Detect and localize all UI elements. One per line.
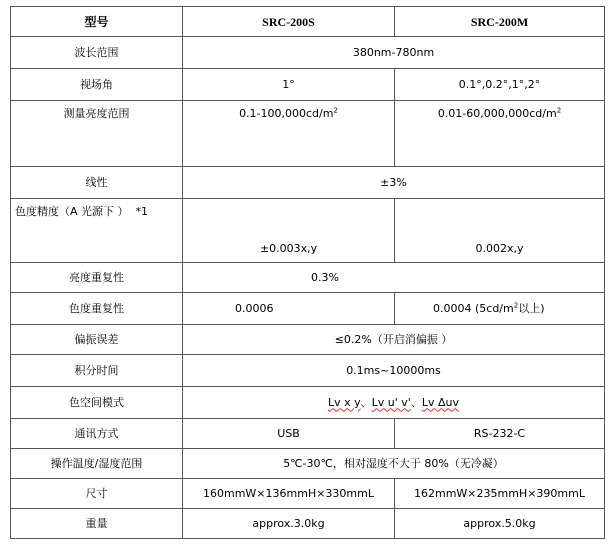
header-model-label: 型号: [11, 7, 183, 37]
table-row: [11, 69, 605, 101]
table-row: [11, 37, 605, 69]
value-fov-a: 1°: [183, 69, 395, 101]
value-integration: 0.1ms~10000ms: [183, 355, 605, 387]
table-row: [11, 325, 605, 355]
separator: 、: [410, 395, 422, 409]
row-label-chroma-accuracy: [11, 199, 183, 263]
table-row: [11, 355, 605, 387]
value-text: 0.01-60,000,000cd/m: [437, 107, 557, 120]
value-luminance-range-a: [183, 101, 395, 167]
value-text: 0.0004 (5cd/m: [433, 301, 514, 315]
color-space-item: Lv Δuv: [421, 395, 459, 409]
row-label-linearity: 线性: [11, 167, 183, 199]
separator: 、: [360, 395, 372, 409]
value-temp-humidity: 5℃-30℃，相对湿度不大于 80%（无冷凝）: [183, 449, 605, 479]
table-row: [11, 101, 605, 167]
row-label-chroma-repeat: 色度重复性: [11, 293, 183, 325]
row-label-color-space: 色空间模式: [11, 387, 183, 419]
row-label-polarization: 偏振误差: [11, 325, 183, 355]
color-space-item: Lv u' v': [371, 395, 411, 409]
value-dimensions-a: 160mmW×136mmH×330mmL: [183, 479, 395, 509]
value-polarization: ≤0.2%（开启消偏振 ）: [183, 325, 605, 355]
value-text: 0.1-100,000cd/m: [239, 107, 334, 120]
color-space-item: Lv x y: [328, 395, 361, 409]
row-label-wavelength: 波长范围: [11, 37, 183, 69]
value-text: 以上): [518, 301, 545, 315]
value-comm-a: USB: [183, 419, 395, 449]
header-model-a: SRC-200S: [183, 7, 395, 37]
superscript: 2: [556, 106, 562, 115]
row-label-integration: 积分时间: [11, 355, 183, 387]
row-label-temp-humidity: 操作温度/湿度范围: [11, 449, 183, 479]
row-label-comm: 通讯方式: [11, 419, 183, 449]
header-model-b: SRC-200M: [395, 7, 605, 37]
value-dimensions-b: 162mmW×235mmH×390mmL: [395, 479, 605, 509]
table-row: [11, 479, 605, 509]
table-row: [11, 509, 605, 539]
row-label-luminance-range: 测量亮度范围: [11, 101, 183, 167]
superscript: 2: [513, 300, 519, 309]
row-label-weight: 重量: [11, 509, 183, 539]
table-row: [11, 419, 605, 449]
table-row: [11, 449, 605, 479]
value-chroma-accuracy-b: 0.002x,y: [395, 199, 605, 263]
footnote-mark: *1: [135, 205, 149, 218]
table-row: [11, 199, 605, 263]
value-weight-b: approx.5.0kg: [395, 509, 605, 539]
value-luminance-range-b: [395, 101, 605, 167]
value-fov-b: 0.1°,0.2°,1°,2°: [395, 69, 605, 101]
superscript: 2: [333, 106, 338, 115]
table-row: [11, 387, 605, 419]
value-chroma-accuracy-a: ±0.003x,y: [183, 199, 395, 263]
row-label-dimensions: 尺寸: [11, 479, 183, 509]
value-color-space: [183, 387, 605, 419]
row-label-fov: 视场角: [11, 69, 183, 101]
table-header-row: [11, 7, 605, 37]
table-row: [11, 167, 605, 199]
table-row: [11, 263, 605, 293]
label-text: 色度精度（A 光源下 ）: [15, 205, 129, 218]
table-row: [11, 293, 605, 325]
value-chroma-repeat-a: 0.0006: [183, 293, 395, 325]
value-weight-a: approx.3.0kg: [183, 509, 395, 539]
row-label-luminance-repeat: 亮度重复性: [11, 263, 183, 293]
value-luminance-repeat: 0.3%: [183, 263, 605, 293]
value-wavelength: 380nm-780nm: [183, 37, 605, 69]
value-linearity: ±3%: [183, 167, 605, 199]
value-chroma-repeat-b: [395, 293, 605, 325]
spec-table: [10, 6, 605, 539]
value-comm-b: RS-232-C: [395, 419, 605, 449]
